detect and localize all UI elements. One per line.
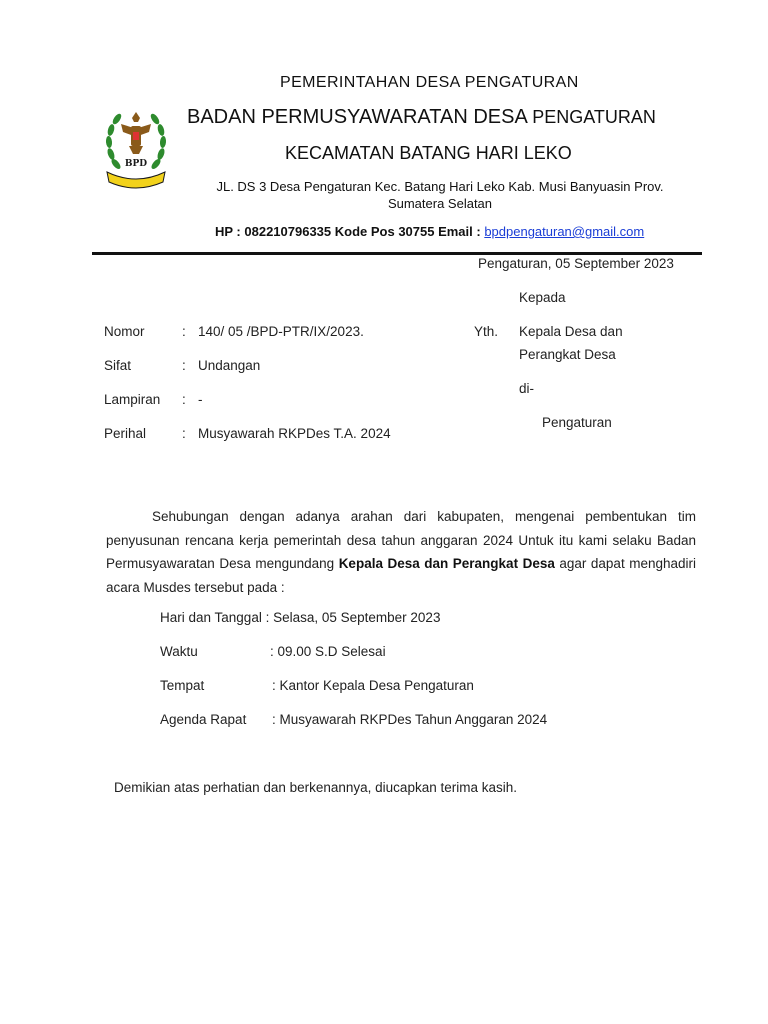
- meta-label-lampiran: Lampiran: [104, 392, 161, 407]
- body-paragraph: [106, 505, 696, 599]
- paragraph-invitees: Kepala Desa dan Perangkat Desa: [338, 556, 555, 571]
- meta-colon: :: [182, 358, 186, 373]
- meta-value-lampiran: -: [198, 392, 203, 407]
- detail-label-place: Tempat: [160, 678, 205, 693]
- meta-colon: :: [182, 426, 186, 441]
- government-name: PEMERINTAHAN DESA PENGATURAN: [280, 74, 579, 91]
- meta-value-sifat: Undangan: [198, 358, 261, 373]
- detail-value: : Selasa, 05 September 2023: [261, 610, 441, 625]
- contact-phone-postal: HP : 082210796335 Kode Pos 30755 Email :: [215, 224, 485, 239]
- meta-label-perihal: Perihal: [104, 426, 147, 441]
- detail-label: Hari dan Tanggal: [160, 610, 262, 625]
- meta-value-perihal: Musyawarah RKPDes T.A. 2024: [198, 426, 391, 441]
- detail-value-place: : Kantor Kepala Desa Pengaturan: [272, 678, 474, 693]
- letterhead-divider: [92, 252, 702, 255]
- detail-row-date: [160, 610, 440, 625]
- meta-value-nomor: 140/ 05 /BPD-PTR/IX/2023.: [198, 324, 364, 339]
- detail-label-agenda: Agenda Rapat: [160, 712, 247, 727]
- meta-colon: :: [182, 392, 186, 407]
- detail-label-time: Waktu: [160, 644, 198, 659]
- paragraph-part2: agar dapat menghadiri acara Musdes tersebut pada :: [106, 556, 696, 595]
- recipient-place: Pengaturan: [542, 415, 612, 430]
- recipient-di: di-: [519, 381, 535, 396]
- paragraph-part1: Sehubungan dengan adanya arahan dari kabupaten, mengenai pembentukan tim penyusunan rencana kerja pemerintah desa tahun anggaran 2024 Untuk itu kami selaku Badan Permusyawaratan Desa mengundang: [106, 509, 696, 571]
- contact-line: [215, 224, 644, 239]
- email-link[interactable]: bpdpengaturan@gmail.com: [484, 224, 645, 239]
- institution-name-suffix: PENGATURAN: [532, 107, 656, 127]
- logo-text: BPD: [124, 159, 148, 169]
- detail-value-agenda: : Musyawarah RKPDes Tahun Anggaran 2024: [272, 712, 548, 727]
- meta-colon: :: [182, 324, 186, 339]
- bpd-logo-icon: [103, 104, 169, 190]
- recipient-yth: Yth.: [474, 324, 499, 339]
- district-name: KECAMATAN BATANG HARI LEKO: [285, 143, 572, 163]
- address: JL. DS 3 Desa Pengaturan Kec. Batang Hari Leko Kab. Musi Banyuasin Prov. Sumatera Selatan: [216, 179, 664, 211]
- institution-name: [187, 106, 656, 129]
- recipient-kepada: Kepada: [519, 290, 566, 305]
- meta-label-sifat: Sifat: [104, 358, 132, 373]
- closing-sentence: Demikian atas perhatian dan berkenannya, diucapkan terima kasih.: [114, 780, 517, 795]
- institution-name-main: BADAN PERMUSYAWARATAN DESA: [187, 106, 527, 128]
- meta-label-nomor: Nomor: [104, 324, 145, 339]
- recipient-line1: Kepala Desa dan: [519, 324, 623, 339]
- place-date: Pengaturan, 05 September 2023: [478, 256, 674, 271]
- detail-value-time: : 09.00 S.D Selesai: [270, 644, 386, 659]
- recipient-line2: Perangkat Desa: [519, 347, 616, 362]
